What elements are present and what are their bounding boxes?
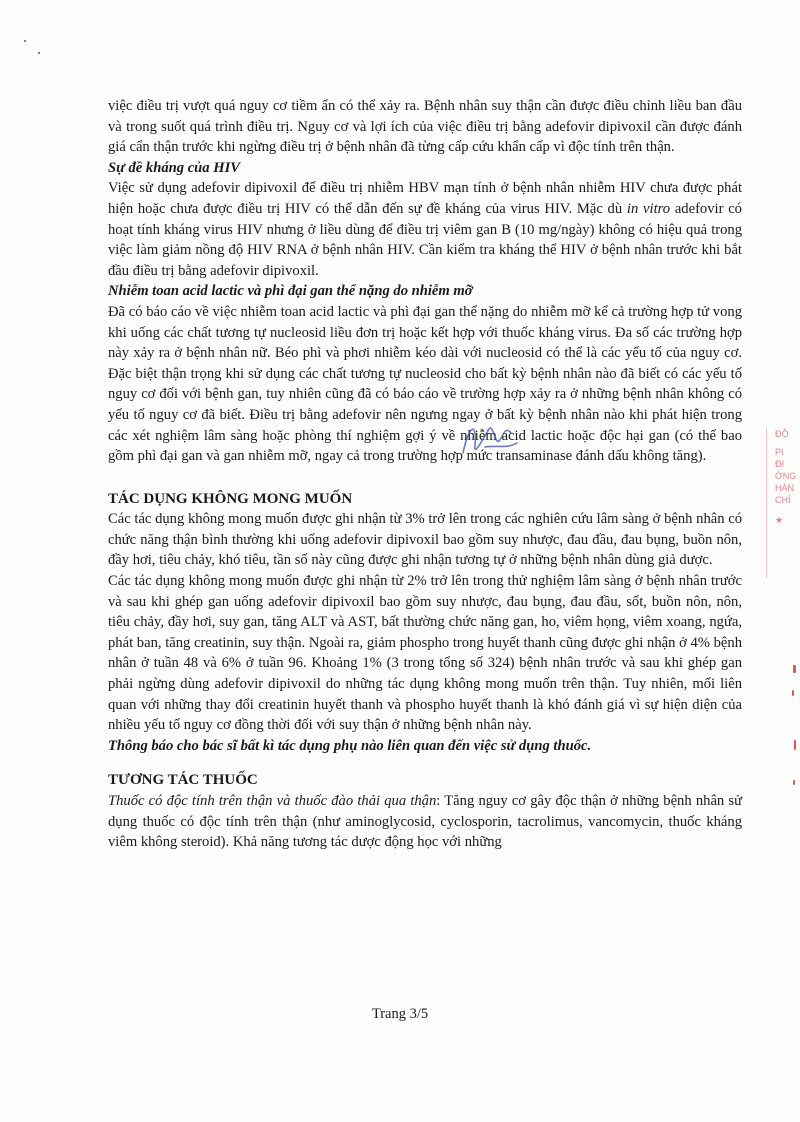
margin-red-mark	[794, 740, 796, 750]
hiv-text-part1: Việc sử dụng adefovir dipivoxil để điều trị nhiễm HBV mạn tính ở bệnh nhân nhiễm HIV chưa được phát hiện hoặc chưa được điều trị HIV có thể dẫn đến sự đề kháng của virus HIV. Mặc dù	[108, 180, 742, 217]
in-vitro-term: in vitro	[626, 200, 671, 217]
scan-speck	[38, 52, 40, 54]
heading-drug-interactions: TƯƠNG TÁC THUỐC	[108, 772, 258, 789]
stamp-star-icon: ★	[775, 515, 784, 525]
margin-red-mark	[793, 665, 796, 673]
paragraph-lactic-acidosis: Đã có báo cáo về việc nhiễm toan acid lactic và phì đại gan thể nặng do nhiễm mỡ kể cả trường hợp tử vong khi uống các chất tương tự nucleosid liều đơn trị hoặc kết hợp với thuốc kháng virus. Đa số các trường hợp này xảy ra ở bệnh nhân nữ. Béo phì và phơi nhiễm kéo dài với nucleosid có thể là các yếu tố của nguy cơ. Đặc biệt thận trọng khi sử dụng các chất tương tự nucleosid cho bất kỳ bệnh nhân nào đã biết có các yếu tố nguy cơ đối với bệnh gan, tuy nhiên cũng đã có báo cáo về trường hợp xảy ra ở những bệnh nhân không có yếu tố nguy cơ đã biết. Điều trị bằng adefovir nên ngưng ngay ở bất kỳ bệnh nhân nào khi phát hiện trong các xét nghiệm lâm sàng hoặc phòng thí nghiệm gợi ý về nhiễm acid lactic hoặc độc hại gan (có thể bao gồm phì đại gan và gan nhiễm mỡ, ngay cả trong trường hợp mức transaminase đánh dấu không tăng).	[108, 303, 742, 465]
paragraph-drug-interactions	[108, 791, 742, 853]
stamp-line: CHÍ	[775, 495, 791, 505]
heading-lactic-acidosis: Nhiễm toan acid lactic và phì đại gan thể nặng do nhiễm mỡ	[108, 283, 473, 300]
stamp-line: ỜNG	[775, 471, 797, 481]
page-number: Trang 3/5	[371, 1006, 429, 1022]
heading-hiv-resistance: Sự đề kháng của HIV	[108, 159, 241, 176]
margin-red-mark	[792, 690, 794, 696]
stamp-line: ĐI	[775, 459, 784, 469]
stamp-line: ĐỘ	[775, 429, 789, 439]
hiv-text-part2: adefovir có hoạt tính kháng virus HIV nhưng ở liều dùng để điều trị viêm gan B (10 mg/ngày) không có hiệu quả trong việc làm giảm nồng độ HIV RNA ở bệnh nhân HIV. Cần kiểm tra kháng thể HIV ở bệnh nhân trước khi bắt đầu điều trị bằng adefovir dipivoxil.	[108, 200, 742, 279]
paragraph-hiv-resistance	[108, 178, 742, 281]
scan-speck	[24, 40, 26, 42]
margin-red-mark	[793, 780, 795, 785]
official-stamp-fragment	[766, 428, 800, 578]
paragraph-side-effects-2: Các tác dụng không mong muốn được ghi nhận từ 2% trở lên trong thử nghiệm lâm sàng ở bệnh nhân trước và sau khi ghép gan uống adefovir dipivoxil bao gồm suy nhược, đau bụng, đau đầu, sốt, buồn nôn, nôn, tiêu chảy, đầy hơi, suy gan, tăng ALT và AST, bất thường chức năng gan, ho, viêm họng, viêm xoang, ngứa, phát ban, tăng creatinin, suy thận. Ngoài ra, giảm phospho trong huyết thanh cũng được ghi nhận ở 4% bệnh nhân ở tuần 48 và 6% ở tuần 96. Khoảng 1% (3 trong tổng số 324) bệnh nhân trước và sau khi ghép gan phải ngừng dùng adefovir dipivoxil do những tác dụng không mong muốn trên thận. Tuy nhiên, mối liên quan với những thay đổi creatinin huyết thanh và phospho huyết thanh là khó đánh giá vì sự hiện diện của nhiều yếu tố nguy cơ đồng thời đối với suy thận ở những bệnh nhân này.	[108, 573, 742, 734]
paragraph-renal-continuation: việc điều trị vượt quá nguy cơ tiềm ẩn có thể xảy ra. Bệnh nhân suy thận cần được điều chỉnh liều ban đầu và trong suốt quá trình điều trị. Nguy cơ và lợi ích của việc điều trị bằng adefovir dipivoxil cần được đánh giá cẩn thận trước khi ngừng điều trị ở bệnh nhân đã từng cấp cứu khẩn cấp vì độc tính trên thận.	[108, 98, 742, 156]
paragraph-side-effects-1: Các tác dụng không mong muốn được ghi nhận từ 3% trở lên trong các nghiên cứu lâm sàng ở bệnh nhân có chức năng thận bình thường khi uống adefovir dipivoxil bao gồm suy nhược, đau đầu, đau bụng, buồn nôn, đầy hơi, tiêu chảy, khó tiêu, tần số này cũng được ghi nhận tương tự ở những bệnh nhân dùng giả dược.	[108, 511, 742, 569]
interaction-text: : Tăng nguy cơ gây độc thận ở những bệnh nhân sử dụng thuốc có độc tính trên thận (như aminoglycosid, cyclosporin, tacrolimus, vancomycin, thuốc kháng viêm không steroid). Khả năng tương tác dược động học với những	[108, 793, 743, 851]
signature-mark	[455, 415, 525, 465]
interaction-subtitle: Thuốc có độc tính trên thận và thuốc đào thải qua thận	[108, 793, 437, 809]
stamp-line: PI	[775, 447, 784, 457]
heading-side-effects: TÁC DỤNG KHÔNG MONG MUỐN	[108, 490, 353, 507]
doctor-notice: Thông báo cho bác sĩ bất kì tác dụng phụ nào liên quan đến việc sử dụng thuốc.	[108, 737, 592, 754]
stamp-line: HÀN	[775, 483, 795, 493]
page-body	[108, 96, 742, 853]
